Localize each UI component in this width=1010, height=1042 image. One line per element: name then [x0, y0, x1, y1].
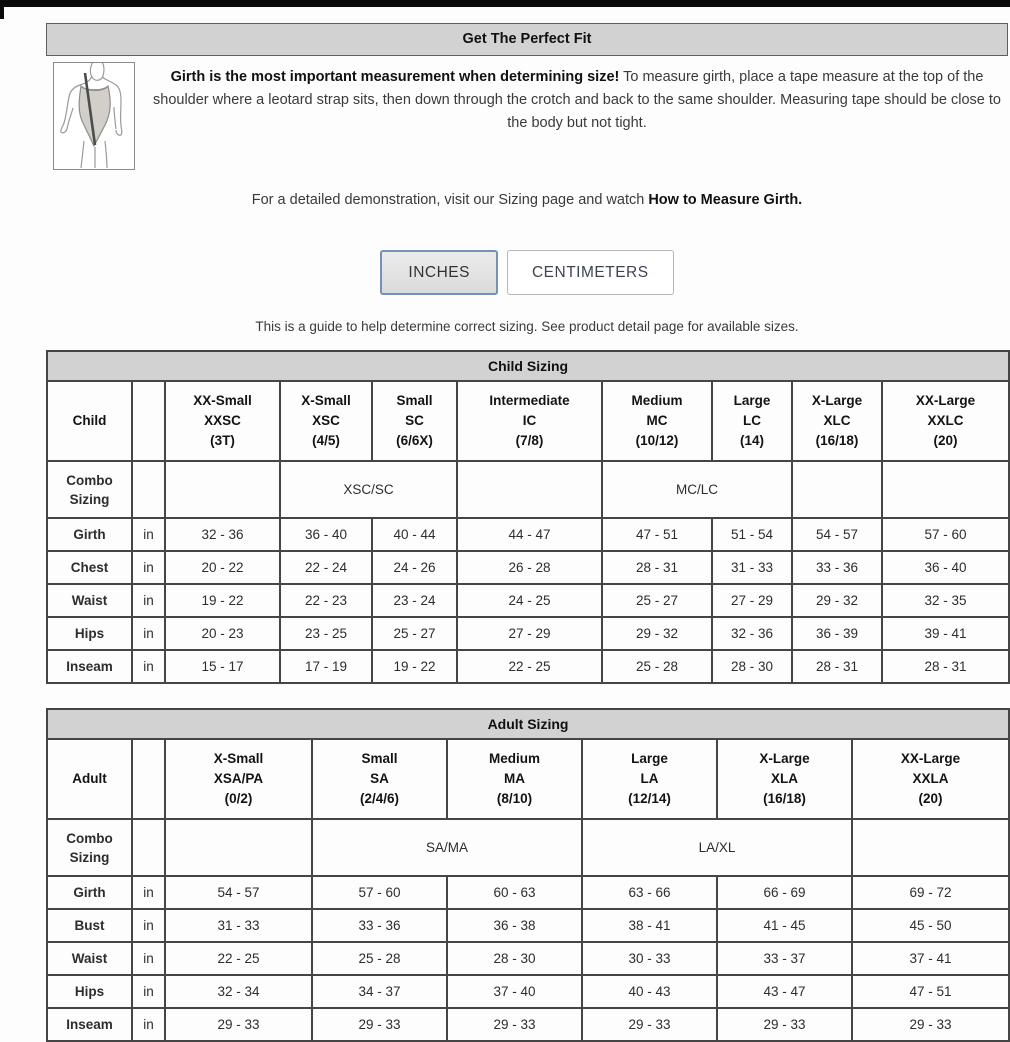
centimeters-button[interactable]: CENTIMETERS [507, 250, 674, 295]
intro-bold-text: Girth is the most important measurement when determining size! [170, 69, 620, 85]
measurement-label: Bust [47, 909, 132, 942]
unit-cell: in [132, 518, 165, 551]
size-value-cell: 31 - 33 [712, 551, 792, 584]
table-title: Adult Sizing [47, 709, 1009, 739]
size-value-cell: 29 - 33 [447, 1008, 582, 1041]
size-value-cell: 29 - 33 [582, 1008, 717, 1041]
size-column-header: Large LC (14) [712, 381, 792, 461]
measurement-label: Inseam [47, 650, 132, 683]
size-value-cell: 69 - 72 [852, 876, 1009, 909]
size-value-cell: 38 - 41 [582, 909, 717, 942]
combo-size-cell: LA/XL [582, 819, 852, 876]
size-value-cell: 40 - 43 [582, 975, 717, 1008]
size-value-cell: 30 - 33 [582, 942, 717, 975]
size-value-cell: 33 - 36 [312, 909, 447, 942]
size-value-cell: 20 - 23 [165, 617, 280, 650]
size-column-header: Medium MC (10/12) [602, 381, 712, 461]
size-value-cell: 29 - 33 [717, 1008, 852, 1041]
size-value-cell: 26 - 28 [457, 551, 602, 584]
size-value-cell: 27 - 29 [712, 584, 792, 617]
window-corner-edge [0, 0, 4, 19]
size-column-header: Intermediate IC (7/8) [457, 381, 602, 461]
size-value-cell: 39 - 41 [882, 617, 1009, 650]
size-column-header: Small SA (2/4/6) [312, 739, 447, 819]
size-column-header: X-Small XSC (4/5) [280, 381, 372, 461]
size-value-cell: 28 - 30 [447, 942, 582, 975]
unit-header-cell [132, 381, 165, 461]
combo-sizing-label: Combo Sizing [47, 819, 132, 876]
size-value-cell: 66 - 69 [717, 876, 852, 909]
demo-bold-text: How to Measure Girth. [648, 192, 803, 208]
size-value-cell: 25 - 28 [602, 650, 712, 683]
size-value-cell: 17 - 19 [280, 650, 372, 683]
size-value-cell: 32 - 34 [165, 975, 312, 1008]
adult-sizing-table [46, 708, 1010, 1042]
size-value-cell: 32 - 36 [712, 617, 792, 650]
size-guide-page [46, 7, 1008, 1042]
combo-size-cell: MC/LC [602, 461, 792, 518]
size-column-header: X-Large XLC (16/18) [792, 381, 882, 461]
child-sizing-table [46, 350, 1010, 684]
size-column-header: XX-Large XXLC (20) [882, 381, 1009, 461]
unit-header-cell [132, 739, 165, 819]
size-value-cell: 29 - 33 [852, 1008, 1009, 1041]
measurement-label: Chest [47, 551, 132, 584]
size-value-cell: 47 - 51 [852, 975, 1009, 1008]
combo-empty-cell [165, 819, 312, 876]
combo-empty-cell [165, 461, 280, 518]
size-value-cell: 54 - 57 [792, 518, 882, 551]
measurement-label: Girth [47, 876, 132, 909]
combo-empty-cell [792, 461, 882, 518]
size-value-cell: 32 - 35 [882, 584, 1009, 617]
girth-measurement-illustration [53, 62, 135, 170]
unit-cell: in [132, 617, 165, 650]
size-value-cell: 29 - 32 [602, 617, 712, 650]
demo-text: For a detailed demonstration, visit our Sizing page and watch [251, 192, 649, 208]
size-value-cell: 36 - 40 [882, 551, 1009, 584]
size-value-cell: 24 - 26 [372, 551, 457, 584]
leotard-figure-icon [54, 63, 134, 169]
size-value-cell: 57 - 60 [312, 876, 447, 909]
unit-cell: in [132, 942, 165, 975]
size-value-cell: 36 - 39 [792, 617, 882, 650]
size-value-cell: 63 - 66 [582, 876, 717, 909]
size-value-cell: 25 - 27 [602, 584, 712, 617]
combo-size-cell: XSC/SC [280, 461, 457, 518]
measurement-label: Waist [47, 942, 132, 975]
unit-toggle-group [46, 250, 1008, 295]
size-value-cell: 23 - 24 [372, 584, 457, 617]
size-value-cell: 43 - 47 [717, 975, 852, 1008]
size-column-header: XX-Large XXLA (20) [852, 739, 1009, 819]
demo-line [46, 192, 1008, 208]
size-value-cell: 22 - 24 [280, 551, 372, 584]
size-value-cell: 20 - 22 [165, 551, 280, 584]
size-value-cell: 51 - 54 [712, 518, 792, 551]
size-value-cell: 32 - 36 [165, 518, 280, 551]
size-value-cell: 19 - 22 [372, 650, 457, 683]
size-column-header: XX-Small XXSC (3T) [165, 381, 280, 461]
size-value-cell: 33 - 36 [792, 551, 882, 584]
size-value-cell: 28 - 31 [602, 551, 712, 584]
measurement-label: Inseam [47, 1008, 132, 1041]
combo-unit-cell [132, 461, 165, 518]
combo-empty-cell [882, 461, 1009, 518]
size-value-cell: 15 - 17 [165, 650, 280, 683]
size-value-cell: 24 - 25 [457, 584, 602, 617]
size-value-cell: 31 - 33 [165, 909, 312, 942]
inches-button[interactable]: INCHES [380, 250, 498, 295]
size-value-cell: 22 - 25 [165, 942, 312, 975]
size-value-cell: 29 - 33 [312, 1008, 447, 1041]
unit-cell: in [132, 551, 165, 584]
intro-rest-text: To measure girth, place a tape measure at the top of the shoulder where a leotard strap sits, then down through the crotch and back to the same shoulder. Measuring tape should be close to the body but not tight. [153, 69, 1001, 131]
page-title: Get The Perfect Fit [46, 23, 1008, 56]
measurement-label: Hips [47, 975, 132, 1008]
combo-size-cell: SA/MA [312, 819, 582, 876]
size-value-cell: 23 - 25 [280, 617, 372, 650]
size-value-cell: 33 - 37 [717, 942, 852, 975]
combo-sizing-label: Combo Sizing [47, 461, 132, 518]
size-value-cell: 28 - 31 [792, 650, 882, 683]
unit-cell: in [132, 909, 165, 942]
size-value-cell: 57 - 60 [882, 518, 1009, 551]
size-value-cell: 45 - 50 [852, 909, 1009, 942]
girth-instructions [146, 62, 1008, 135]
girth-intro-section [46, 62, 1008, 177]
measurement-label: Hips [47, 617, 132, 650]
size-value-cell: 19 - 22 [165, 584, 280, 617]
combo-empty-cell [852, 819, 1009, 876]
size-value-cell: 28 - 30 [712, 650, 792, 683]
size-value-cell: 22 - 25 [457, 650, 602, 683]
size-value-cell: 25 - 28 [312, 942, 447, 975]
unit-cell: in [132, 975, 165, 1008]
unit-cell: in [132, 876, 165, 909]
size-value-cell: 60 - 63 [447, 876, 582, 909]
size-value-cell: 54 - 57 [165, 876, 312, 909]
size-value-cell: 22 - 23 [280, 584, 372, 617]
size-value-cell: 40 - 44 [372, 518, 457, 551]
combo-unit-cell [132, 819, 165, 876]
size-value-cell: 25 - 27 [372, 617, 457, 650]
size-value-cell: 28 - 31 [882, 650, 1009, 683]
measurement-label: Girth [47, 518, 132, 551]
measurement-label: Waist [47, 584, 132, 617]
size-column-header: Small SC (6/6X) [372, 381, 457, 461]
size-column-header: X-Small XSA/PA (0/2) [165, 739, 312, 819]
size-column-header: X-Large XLA (16/18) [717, 739, 852, 819]
table-title: Child Sizing [47, 351, 1009, 381]
size-column-header: Large LA (12/14) [582, 739, 717, 819]
size-value-cell: 47 - 51 [602, 518, 712, 551]
window-top-edge [0, 0, 1010, 7]
unit-cell: in [132, 584, 165, 617]
unit-cell: in [132, 1008, 165, 1041]
size-value-cell: 29 - 32 [792, 584, 882, 617]
unit-cell: in [132, 650, 165, 683]
table-entity-label: Child [47, 381, 132, 461]
size-column-header: Medium MA (8/10) [447, 739, 582, 819]
table-entity-label: Adult [47, 739, 132, 819]
combo-empty-cell [457, 461, 602, 518]
size-value-cell: 34 - 37 [312, 975, 447, 1008]
size-value-cell: 37 - 41 [852, 942, 1009, 975]
size-value-cell: 36 - 38 [447, 909, 582, 942]
size-value-cell: 27 - 29 [457, 617, 602, 650]
size-value-cell: 29 - 33 [165, 1008, 312, 1041]
size-value-cell: 36 - 40 [280, 518, 372, 551]
size-value-cell: 37 - 40 [447, 975, 582, 1008]
size-value-cell: 44 - 47 [457, 518, 602, 551]
size-value-cell: 41 - 45 [717, 909, 852, 942]
sizing-guide-note: This is a guide to help determine correct sizing. See product detail page for available sizes. [255, 319, 799, 334]
